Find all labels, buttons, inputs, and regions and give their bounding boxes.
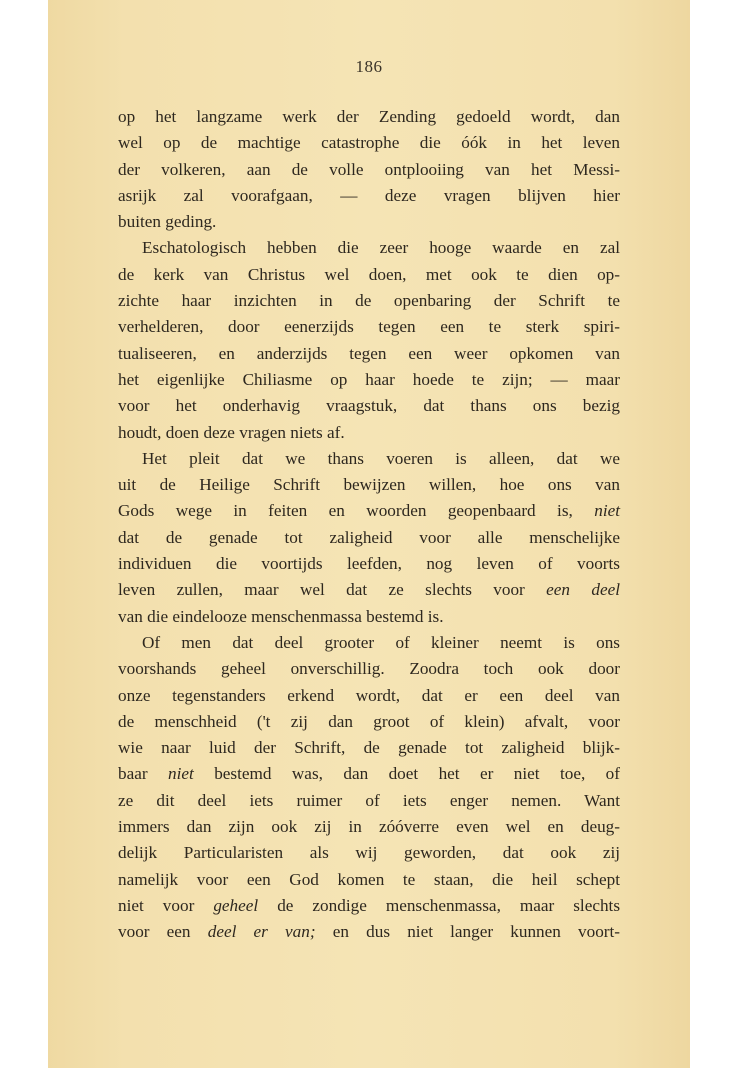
- text-line: tualiseeren, en anderzijds tegen een weer opkomen van: [118, 343, 620, 363]
- text-run: bestemd was, dan doet het er niet toe, of: [214, 764, 620, 784]
- italic-phrase: deel er van;: [207, 922, 316, 942]
- text-line: onze tegenstanders erkend wordt, dat er een deel van: [118, 685, 620, 705]
- text-line: [118, 919, 620, 945]
- italic-word: niet: [168, 764, 194, 784]
- text-run: leven zullen, maar wel dat ze slechts voor: [118, 580, 525, 600]
- text-line: Eschatologisch hebben die zeer hooge waarde en zal: [142, 238, 620, 258]
- paragraph: [118, 104, 620, 235]
- text-run: niet voor: [118, 895, 195, 915]
- text-line: op het langzame werk der Zending gedoeld wordt, dan: [118, 107, 620, 126]
- text-line: [118, 893, 620, 919]
- italic-phrase: een deel: [546, 580, 620, 600]
- text-line: het eigenlijke Chiliasme op haar hoede te zijn; — maar: [118, 369, 620, 389]
- body-text: [118, 104, 620, 946]
- text-line: der volkeren, aan de volle ontplooiing van het Messi-: [118, 159, 620, 179]
- text-line: de menschheid ('t zij dan groot of klein) afvalt, voor: [118, 711, 620, 731]
- paragraph: [118, 235, 620, 445]
- text-line: dat de genade tot zaligheid voor alle menschelijke: [118, 527, 620, 547]
- text-line: individuen die voortijds leefden, nog leven of voorts: [118, 554, 620, 574]
- text-line: Of men dat deel grooter of kleiner neemt is ons: [142, 632, 620, 652]
- text-line: uit de Heilige Schrift bewijzen willen, hoe ons van: [118, 475, 620, 495]
- text-line: [118, 761, 620, 787]
- text-run: baar: [118, 764, 148, 784]
- text-line: [118, 498, 620, 524]
- paragraph: [118, 630, 620, 946]
- text-line: van die eindelooze menschenmassa bestemd is.: [118, 606, 444, 626]
- text-line: wie naar luid der Schrift, de genade tot zaligheid blijk-: [118, 738, 620, 758]
- text-line: de kerk van Christus wel doen, met ook te dien op-: [118, 264, 620, 284]
- text-line: delijk Particularisten als wij geworden, dat ook zij: [118, 843, 620, 863]
- text-line: Het pleit dat we thans voeren is alleen, dat we: [142, 448, 620, 468]
- text-line: asrijk zal voorafgaan, — deze vragen blijven hier: [118, 185, 620, 205]
- book-page: [48, 0, 690, 1068]
- text-line: namelijk voor een God komen te staan, die heil schept: [118, 869, 620, 889]
- text-run: voor een: [118, 922, 191, 942]
- text-line: immers dan zijn ook zij in zóóverre even wel en deug-: [118, 817, 620, 837]
- paragraph: [118, 446, 620, 630]
- text-line: verhelderen, door eenerzijds tegen een te sterk spiri-: [118, 317, 620, 337]
- text-run: de zondige menschenmassa, maar slechts: [277, 895, 621, 915]
- text-run: en dus niet langer kunnen voort-: [332, 922, 621, 942]
- text-line: zichte haar inzichten in de openbaring der Schrift te: [118, 291, 620, 311]
- text-line: voor het onderhavig vraagstuk, dat thans ons bezig: [118, 396, 620, 416]
- text-line: houdt, doen deze vragen niets af.: [118, 422, 345, 442]
- text-line: ze dit deel iets ruimer of iets enger nemen. Want: [118, 790, 620, 810]
- italic-word: niet: [594, 501, 620, 521]
- text-line: wel op de machtige catastrophe die óók in het leven: [118, 133, 620, 153]
- text-line: voorshands geheel onverschillig. Zoodra toch ook door: [118, 659, 620, 679]
- text-line: buiten geding.: [118, 212, 217, 232]
- text-run: Gods wege in feiten en woorden geopenbaard is,: [118, 501, 573, 521]
- text-line: [118, 577, 620, 603]
- page-number: 186: [355, 57, 383, 76]
- italic-word: geheel: [213, 895, 259, 915]
